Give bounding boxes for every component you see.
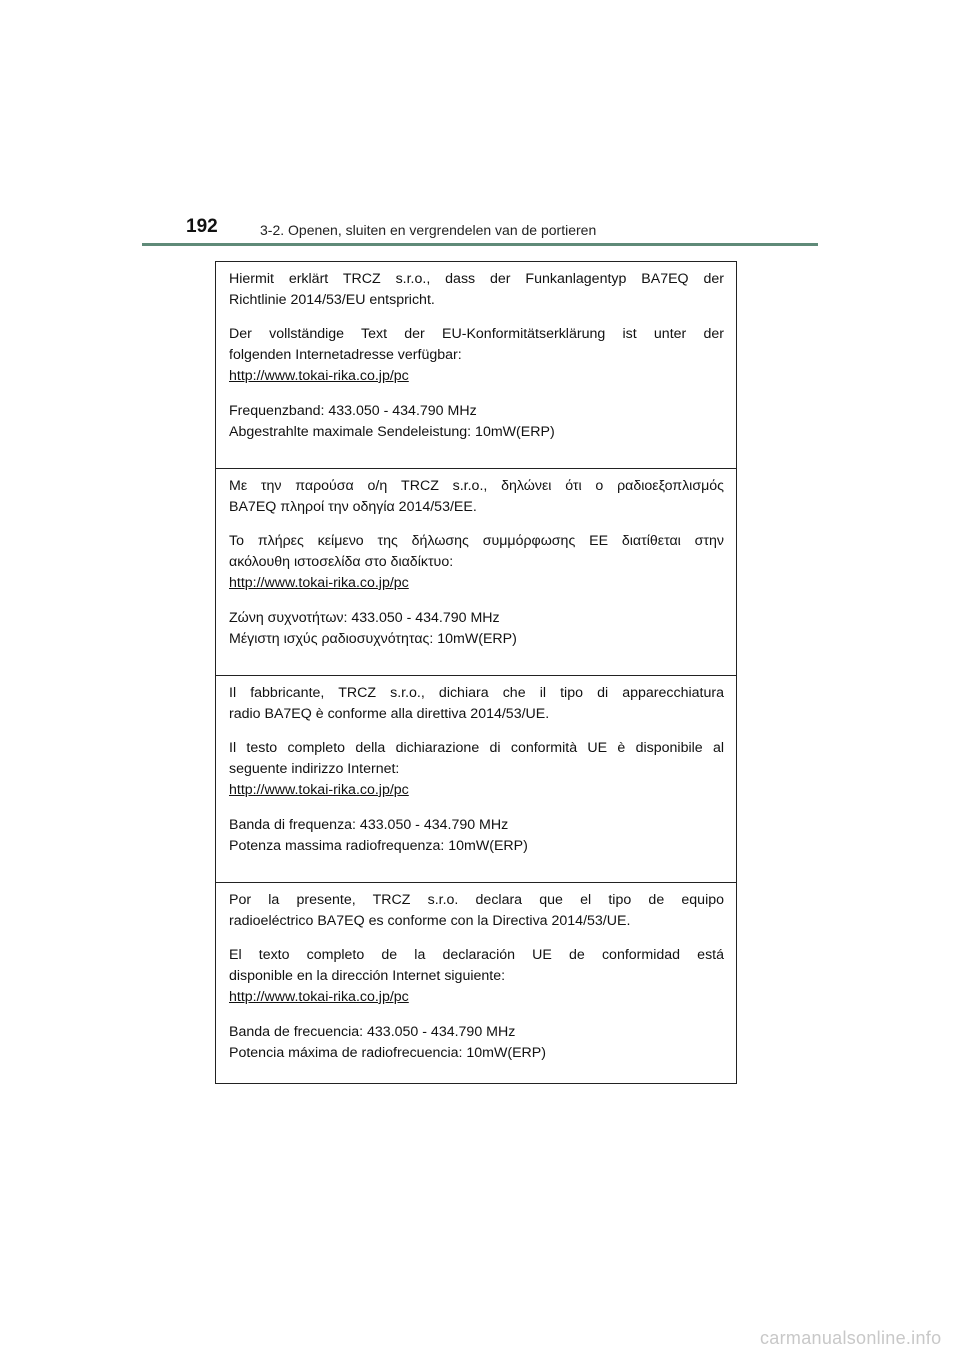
frequency-band-text: Banda di frequenza: 433.050 - 434.790 MHz bbox=[229, 817, 509, 833]
statement-line: Il fabbricante, TRCZ s.r.o., dichiara che il tipo di apparecchiatura bbox=[229, 685, 724, 701]
fulltext-line: ακόλουθη ιστοσελίδα στο διαδίκτυο: bbox=[229, 554, 454, 570]
fulltext-line: disponible en la dirección Internet siguiente: bbox=[229, 968, 506, 984]
frequency-band-text: Frequenzband: 433.050 - 434.790 MHz bbox=[229, 403, 477, 419]
declaration-url-link[interactable]: http://www.tokai-rika.co.jp/pc bbox=[229, 782, 409, 798]
fulltext-line: Il testo completo della dichiarazione di conformità UE è disponibile al bbox=[229, 740, 724, 756]
fulltext-paragraph bbox=[229, 531, 724, 573]
fulltext-line: seguente indirizzo Internet: bbox=[229, 761, 400, 777]
declaration-table bbox=[215, 261, 737, 1084]
fulltext-paragraph bbox=[229, 324, 724, 366]
statement-line: radio BA7EQ è conforme alla direttiva 2014/53/UE. bbox=[229, 706, 550, 722]
fulltext-paragraph bbox=[229, 945, 724, 987]
max-power-text: Potencia máxima de radiofrecuencia: 10mW(ERP) bbox=[229, 1045, 546, 1061]
max-power-text: Μέγιστη ισχύς ραδιοσυχνότητας: 10mW(ERP) bbox=[229, 631, 517, 647]
statement-paragraph bbox=[229, 890, 724, 932]
frequency-band-text: Banda de frecuencia: 433.050 - 434.790 MHz bbox=[229, 1024, 516, 1040]
section-title: 3-2. Openen, sluiten en vergrendelen van de portieren bbox=[260, 222, 597, 238]
declaration-block-spanish bbox=[216, 883, 736, 1083]
statement-line: radioeléctrico BA7EQ es conforme con la Directiva 2014/53/UE. bbox=[229, 913, 631, 929]
declaration-url-link[interactable]: http://www.tokai-rika.co.jp/pc bbox=[229, 989, 409, 1005]
statement-line: Hiermit erklärt TRCZ s.r.o., dass der Funkanlagentyp BA7EQ der bbox=[229, 271, 724, 287]
frequency-band-text: Ζώνη συχνοτήτων: 433.050 - 434.790 MHz bbox=[229, 610, 500, 626]
statement-paragraph bbox=[229, 683, 724, 725]
max-power-text: Abgestrahlte maximale Sendeleistung: 10mW(ERP) bbox=[229, 424, 555, 440]
fulltext-line: El texto completo de la declaración UE de conformidad está bbox=[229, 947, 724, 963]
site-watermark: carmanualsonline.info bbox=[760, 1328, 942, 1348]
statement-line: Richtlinie 2014/53/EU entspricht. bbox=[229, 292, 435, 308]
fulltext-line: Der vollständige Text der EU-Konformitätserklärung ist unter der bbox=[229, 326, 724, 342]
declaration-block-german bbox=[216, 262, 736, 469]
statement-paragraph bbox=[229, 476, 724, 518]
max-power-text: Potenza massima radiofrequenza: 10mW(ERP) bbox=[229, 838, 528, 854]
statement-line: Por la presente, TRCZ s.r.o. declara que el tipo de equipo bbox=[229, 892, 724, 908]
declaration-url-link[interactable]: http://www.tokai-rika.co.jp/pc bbox=[229, 575, 409, 591]
statement-line: BA7EQ πληροί την οδηγία 2014/53/ΕΕ. bbox=[229, 499, 477, 515]
declaration-url-link[interactable]: http://www.tokai-rika.co.jp/pc bbox=[229, 368, 409, 384]
page-number: 192 bbox=[186, 216, 218, 237]
fulltext-paragraph bbox=[229, 738, 724, 780]
header-divider bbox=[142, 243, 818, 246]
fulltext-line: folgenden Internetadresse verfügbar: bbox=[229, 347, 462, 363]
declaration-block-greek bbox=[216, 469, 736, 676]
statement-paragraph bbox=[229, 269, 724, 311]
statement-line: Με την παρούσα ο/η TRCZ s.r.o., δηλώνει ότι ο ραδιοεξοπλισμός bbox=[229, 478, 724, 494]
declaration-block-italian bbox=[216, 676, 736, 883]
fulltext-line: Το πλήρες κείμενο της δήλωσης συμμόρφωσης ΕΕ διατίθεται στην bbox=[229, 533, 724, 549]
